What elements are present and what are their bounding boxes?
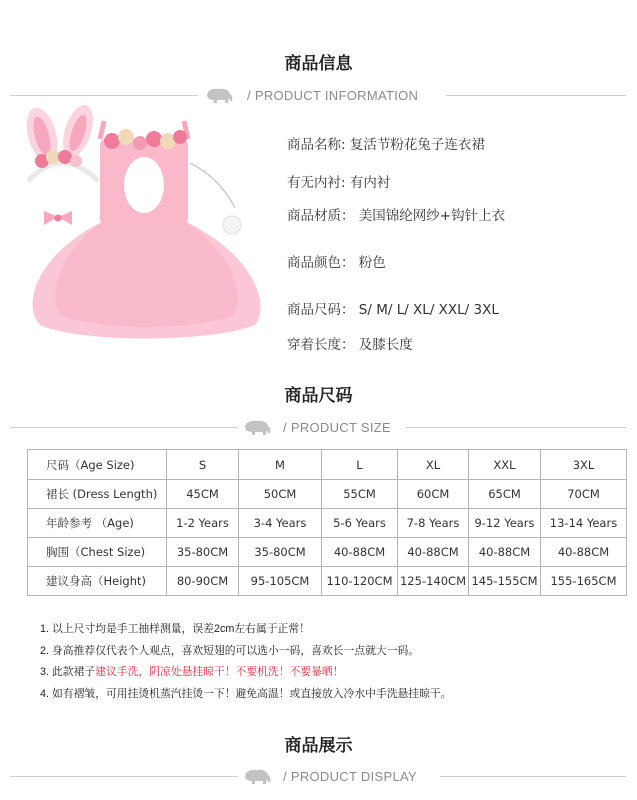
bow-tie [44,211,72,225]
divider-line [406,427,626,428]
table-cell: 95-105CM [239,567,322,596]
table-cell: 1-2 Years [167,509,239,538]
table-cell: XL [398,450,469,480]
info-row-name: 商品名称: 复活节粉花兔子连衣裙 [287,137,485,153]
table-cell: 155-165CM [541,567,627,596]
table-cell: 65CM [469,480,541,509]
table-row [28,480,627,509]
info-row-lining: 有无内衬: 有内衬 [287,175,391,191]
table-row [28,509,627,538]
divider-line [10,95,198,96]
bunny-tail [190,163,241,234]
section-subtitle-info: / PRODUCT INFORMATION [247,88,419,103]
note-item: 4. 如有褶皱，可用挂烫机蒸汽挂烫一下！避免高温！或直接放入冷水中手洗悬挂晾干。 [40,687,452,700]
table-cell: 5-6 Years [322,509,398,538]
info-row-color: 商品颜色： 粉色 [287,255,386,271]
note-item: 3. 此款裙子建议手洗，阴凉处悬挂晾干！不要机洗！不要暴晒！ [40,666,344,678]
table-cell: 3-4 Years [239,509,322,538]
section-title-display: 商品展示 [284,736,353,756]
section-subtitle-size: / PRODUCT SIZE [283,420,391,435]
size-notes [40,619,452,705]
table-cell: 3XL [541,450,627,480]
care-warning: 建议手洗，阴凉处悬挂晾干！不要机洗！不要暴晒！ [95,666,344,678]
table-cell: S [167,450,239,480]
info-row-length: 穿着长度： 及膝长度 [287,337,413,353]
table-cell: 35-80CM [239,538,322,567]
table-cell: 60CM [398,480,469,509]
table-cell: 145-155CM [469,567,541,596]
table-cell: XXL [469,450,541,480]
table-cell: 建议身高（Height) [28,567,167,596]
divider-line [440,776,626,777]
table-cell: 80-90CM [167,567,239,596]
table-cell: 9-12 Years [469,509,541,538]
table-cell: 125-140CM [398,567,469,596]
table-cell: 40-88CM [322,538,398,567]
table-cell: 年龄参考 （Age) [28,509,167,538]
divider-line [10,427,238,428]
bunny-ears-headband [21,103,98,181]
table-cell: 13-14 Years [541,509,627,538]
section-title-size: 商品尺码 [284,386,353,406]
table-cell: 70CM [541,480,627,509]
table-cell: M [239,450,322,480]
table-header-row [28,450,627,480]
table-cell: 35-80CM [167,538,239,567]
divider-line [10,776,238,777]
section-subtitle-row-size [0,418,637,438]
elephant-icon [242,767,274,787]
table-row [28,567,627,596]
table-cell: 110-120CM [322,567,398,596]
section-subtitle-display: / PRODUCT DISPLAY [283,769,417,784]
table-cell: 40-88CM [541,538,627,567]
table-cell: 50CM [239,480,322,509]
section-title-info: 商品信息 [284,54,353,74]
table-cell: 尺码（Age Size) [28,450,167,480]
table-cell: 胸围（Chest Size) [28,538,167,567]
product-image [20,103,272,348]
table-cell: 55CM [322,480,398,509]
table-cell: 45CM [167,480,239,509]
table-cell: L [322,450,398,480]
note-item: 2. 身高推荐仅代表个人观点，喜欢短翅的可以选小一码，喜欢长一点就大一码。 [40,644,420,657]
size-table [27,449,627,596]
table-cell: 7-8 Years [398,509,469,538]
elephant-icon [242,418,274,438]
table-row [28,538,627,567]
table-cell: 40-88CM [469,538,541,567]
table-cell: 裙长 (Dress Length) [28,480,167,509]
note-item: 1. 以上尺寸均是手工抽样测量，误差2cm左右属于正常！ [40,623,310,635]
table-cell: 40-88CM [398,538,469,567]
divider-line [446,95,626,96]
section-subtitle-row-display [0,767,637,787]
info-row-material: 商品材质： 美国锦纶网纱+钩针上衣 [287,208,506,224]
info-row-sizes: 商品尺码： S/ M/ L/ XL/ XXL/ 3XL [287,302,499,318]
